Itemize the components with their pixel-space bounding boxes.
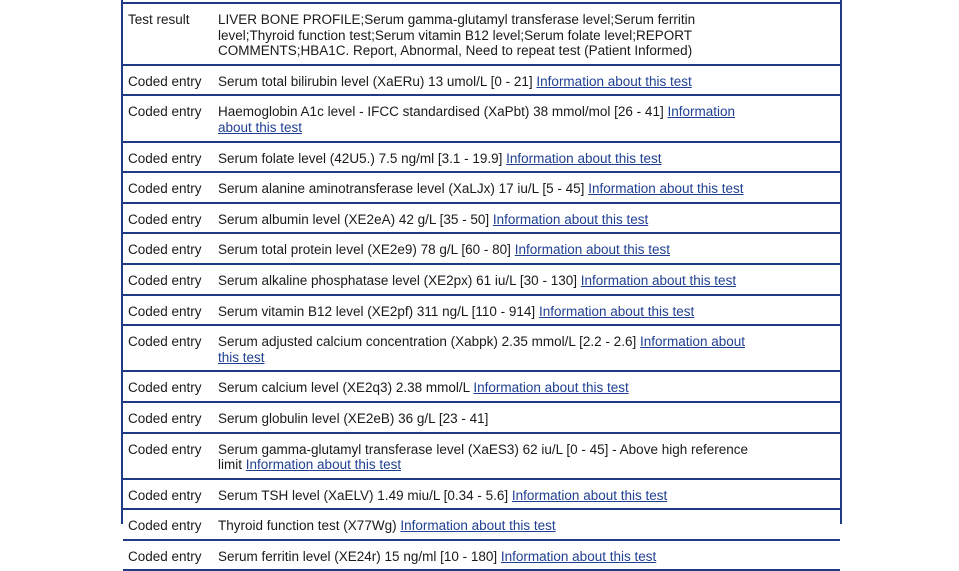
entry-text: Serum TSH level (XaELV) 1.49 miu/L [0.34 - 5.6] <box>218 487 509 503</box>
entry-type: Coded entry <box>123 509 213 540</box>
entry-text: Serum alkaline phosphatase level (XE2px) 61 iu/L [30 - 130] <box>218 272 577 288</box>
entry-description <box>213 233 840 264</box>
entry-text: Serum gamma-glutamyl transferase level (XaES3) 62 iu/L [0 - 45] - Above high reference limit <box>218 441 749 473</box>
entry-text: Thyroid function test (X77Wg) <box>218 518 397 534</box>
test-info-link[interactable]: Information about this test <box>506 150 662 166</box>
test-info-link[interactable]: Information about this test <box>218 334 746 365</box>
entry-type: Coded entry <box>123 325 213 371</box>
entry-type: Test result <box>123 4 213 65</box>
table-row <box>123 540 840 571</box>
entry-description <box>213 142 840 173</box>
test-info-link[interactable]: Information about this test <box>538 303 695 319</box>
test-info-link[interactable]: Information about this test <box>588 181 744 197</box>
entry-type: Coded entry <box>123 295 213 326</box>
test-results-panel <box>121 0 842 564</box>
entry-description <box>213 371 840 402</box>
test-info-link[interactable]: Information about this test <box>536 73 692 89</box>
table-row <box>123 402 840 433</box>
entry-description <box>213 172 840 203</box>
entry-text: Serum alanine aminotransferase level (XaLJx) 17 iu/L [5 - 45] <box>218 181 585 197</box>
entry-description <box>213 402 840 433</box>
entry-description <box>213 95 840 141</box>
test-info-link[interactable]: Information about this test <box>514 242 671 258</box>
entry-type: Coded entry <box>123 433 213 479</box>
entry-description <box>213 433 840 479</box>
entry-type: Coded entry <box>123 142 213 173</box>
table-row <box>123 172 840 203</box>
test-info-link[interactable]: Information about this test <box>473 380 629 396</box>
entry-description <box>213 65 840 96</box>
table-row <box>123 433 840 479</box>
entry-text: Serum ferritin level (XE24r) 15 ng/ml [10 - 180] <box>218 548 498 564</box>
test-info-link[interactable]: Information about this test <box>245 457 402 473</box>
entry-text: Serum folate level (42U5.) 7.5 ng/ml [3.1 - 19.9] <box>218 150 503 166</box>
table-row <box>123 325 840 371</box>
entry-text: Serum globulin level (XE2eB) 36 g/L [23 - 41] <box>218 410 489 426</box>
entry-text: Serum total protein level (XE2e9) 78 g/L [60 - 80] <box>218 242 511 258</box>
entry-text: Serum vitamin B12 level (XE2pf) 311 ng/L [110 - 914] <box>218 303 536 319</box>
entry-type: Coded entry <box>123 172 213 203</box>
entry-text: Serum calcium level (XE2q3) 2.38 mmol/L <box>218 380 470 396</box>
entry-type: Coded entry <box>123 233 213 264</box>
entry-type: Coded entry <box>123 479 213 510</box>
table-row <box>123 233 840 264</box>
table-row <box>123 264 840 295</box>
entry-text: Serum albumin level (XE2eA) 42 g/L [35 - 50] <box>218 211 490 227</box>
table-row <box>123 65 840 96</box>
test-info-link[interactable]: Information about this test <box>580 272 737 288</box>
test-info-link[interactable]: Information about this test <box>218 104 736 135</box>
entry-description <box>213 325 840 371</box>
entry-text: Haemoglobin A1c level - IFCC standardised (XaPbt) 38 mmol/mol [26 - 41] <box>218 104 664 120</box>
test-results-body <box>123 4 840 570</box>
entry-type: Coded entry <box>123 371 213 402</box>
table-row <box>123 295 840 326</box>
table-row <box>123 142 840 173</box>
table-row <box>123 509 840 540</box>
table-row <box>123 95 840 141</box>
entry-text: Serum adjusted calcium concentration (Xabpk) 2.35 mmol/L [2.2 - 2.6] <box>218 334 637 350</box>
entry-description <box>213 264 840 295</box>
entry-type: Coded entry <box>123 264 213 295</box>
test-info-link[interactable]: Information about this test <box>500 548 657 564</box>
entry-description <box>213 203 840 234</box>
test-info-link[interactable]: Information about this test <box>400 518 556 534</box>
test-info-link[interactable]: Information about this test <box>511 487 668 503</box>
entry-description <box>213 509 840 540</box>
entry-type: Coded entry <box>123 65 213 96</box>
entry-description <box>213 4 840 65</box>
table-row <box>123 371 840 402</box>
table-row <box>123 479 840 510</box>
entry-description <box>213 295 840 326</box>
entry-text: LIVER BONE PROFILE;Serum gamma-glutamyl transferase level;Serum ferritin level;Thyroid function test;Serum vitamin B12 level;Serum folate level;REPORT COMMENTS;HBA1C. Report, Abnormal, Need to repeat test (Patient Informed) <box>218 12 696 59</box>
entry-description <box>213 479 840 510</box>
entry-type: Coded entry <box>123 540 213 571</box>
test-info-link[interactable]: Information about this test <box>492 211 649 227</box>
entry-description <box>213 540 840 571</box>
table-row <box>123 203 840 234</box>
test-results-table <box>123 4 840 571</box>
entry-text: Serum total bilirubin level (XaERu) 13 umol/L [0 - 21] <box>218 73 533 89</box>
entry-type: Coded entry <box>123 402 213 433</box>
table-row <box>123 4 840 65</box>
entry-type: Coded entry <box>123 203 213 234</box>
entry-type: Coded entry <box>123 95 213 141</box>
